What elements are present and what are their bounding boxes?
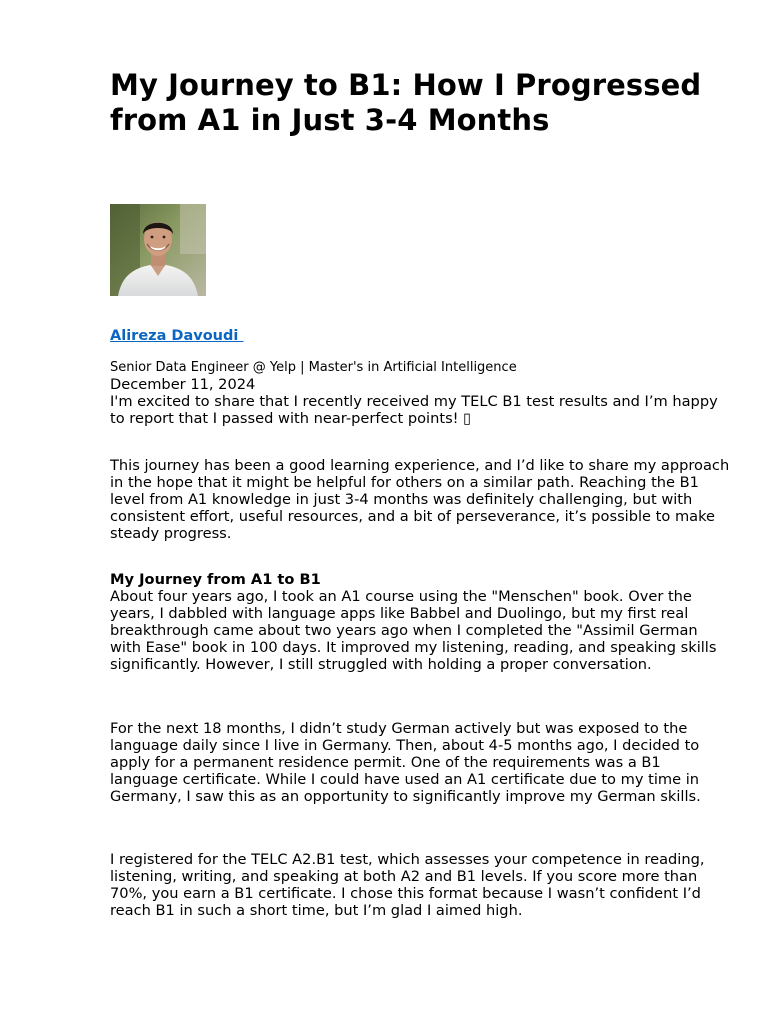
- paragraph-text: About four years ago, I took an A1 course using the "Menschen" book. Over the years, I dabbled with language apps like Babbel and Duolingo, but my first real breakthrough came about two years ago when I completed the "Assimil German with Ease" book in 100 days. It improved my listening, reading, and speaking skills significantly. However, I still struggled with holding a proper conversation.: [110, 588, 717, 673]
- paragraph-text: I registered for the TELC A2.B1 test, which assesses your competence in reading, listening, writing, and speaking at both A2 and B1 levels. If you score more than 70%, you earn a B1 certificate. I chose this format because I wasn’t confident I’d reach B1 in such a short time, but I’m glad I aimed high.: [110, 851, 705, 919]
- section-paragraph-3: [110, 851, 730, 919]
- publish-date: December 11, 2024: [110, 376, 256, 393]
- section-paragraph-1: [110, 588, 730, 673]
- author-name-link[interactable]: Alireza Davoudi: [110, 328, 244, 344]
- intro-paragraph-2: [110, 457, 730, 542]
- author-headline: Senior Data Engineer @ Yelp | Master's in Artificial Intelligence: [110, 360, 517, 375]
- author-avatar[interactable]: [110, 204, 206, 296]
- section-heading: My Journey from A1 to B1: [110, 571, 321, 588]
- intro-paragraph-1: [110, 393, 730, 427]
- article-title: My Journey to B1: How I Progressed from A1 in Just 3-4 Months: [110, 68, 702, 137]
- section-paragraph-2: [110, 720, 730, 805]
- paragraph-text: I'm excited to share that I recently received my TELC B1 test results and I’m happy to report that I passed with near-perfect points! ▯: [110, 393, 718, 427]
- paragraph-text: For the next 18 months, I didn’t study German actively but was exposed to the language daily since I live in Germany. Then, about 4-5 months ago, I decided to apply for a permanent residence permit. One of the requirements was a B1 language certificate. While I could have used an A1 certificate due to my time in Germany, I saw this as an opportunity to significantly improve my German skills.: [110, 720, 701, 805]
- paragraph-text: This journey has been a good learning experience, and I’d like to share my approach in the hope that it might be helpful for others on a similar path. Reaching the B1 level from A1 knowledge in just 3-4 months was definitely challenging, but with consistent effort, useful resources, and a bit of perseverance, it’s possible to make steady progress.: [110, 457, 730, 542]
